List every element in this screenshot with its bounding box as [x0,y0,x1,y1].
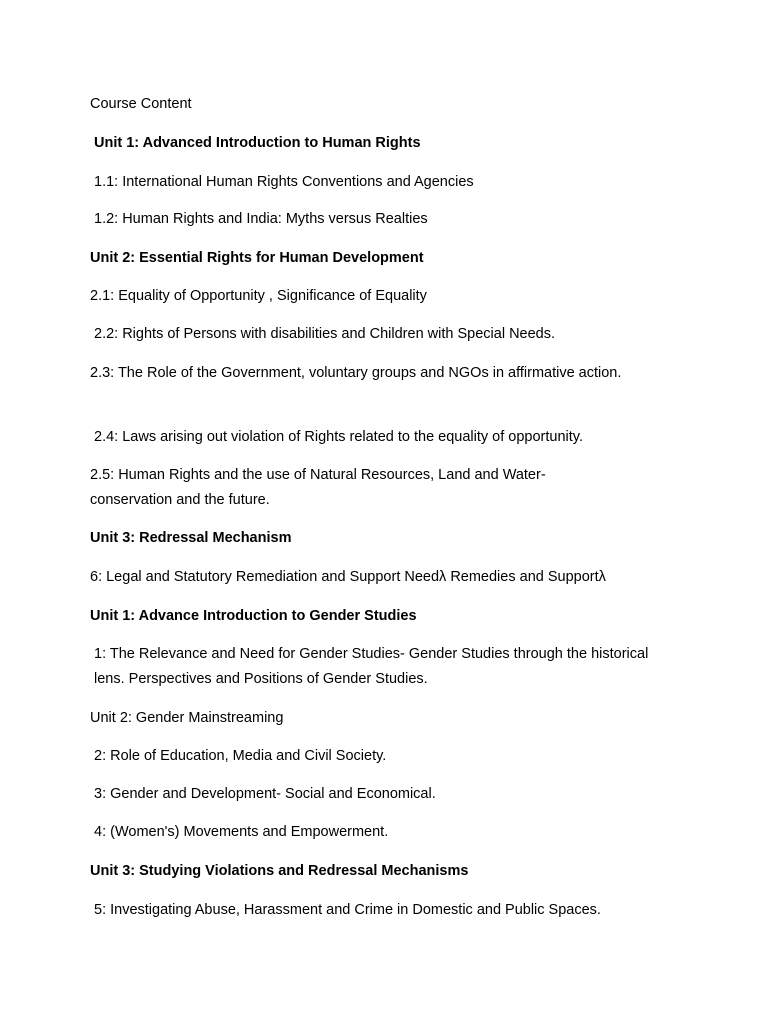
content-line: 2.4: Laws arising out violation of Rights related to the equality of opportunity. [94,429,583,445]
unit-heading: Unit 1: Advanced Introduction to Human Rights [94,135,421,151]
unit-heading: Unit 1: Advance Introduction to Gender Studies [90,608,417,624]
unit-heading: Unit 2: Essential Rights for Human Development [90,250,424,266]
content-line: 2.3: The Role of the Government, voluntary groups and NGOs in affirmative action. [90,365,622,381]
content-line: 1: The Relevance and Need for Gender Studies- Gender Studies through the historical lens. Perspectives and Positions of Gender Studies. [94,646,649,687]
content-line: 5: Investigating Abuse, Harassment and Crime in Domestic and Public Spaces. [94,902,601,918]
unit-heading: Unit 3: Studying Violations and Redressal Mechanisms [90,863,469,879]
content-line: 2.2: Rights of Persons with disabilities and Children with Special Needs. [94,326,556,342]
content-line: 1.2: Human Rights and India: Myths versus Realties [94,211,428,227]
content-line: 6: Legal and Statutory Remediation and Support Needλ Remedies and Supportλ [90,569,606,585]
content-line: 2.5: Human Rights and the use of Natural Resources, Land and Water-conservation and the future. [90,467,546,508]
unit-heading: Unit 2: Gender Mainstreaming [90,710,284,726]
unit-heading: Unit 3: Redressal Mechanism [90,530,292,546]
course-content-heading: Course Content [90,96,192,112]
content-line: 3: Gender and Development- Social and Economical. [94,786,436,802]
content-line: 2.1: Equality of Opportunity , Significance of Equality [90,288,427,304]
content-line: 4: (Women's) Movements and Empowerment. [94,824,389,840]
content-line: 1.1: International Human Rights Conventions and Agencies [94,174,474,190]
content-line: 2: Role of Education, Media and Civil Society. [94,748,387,764]
